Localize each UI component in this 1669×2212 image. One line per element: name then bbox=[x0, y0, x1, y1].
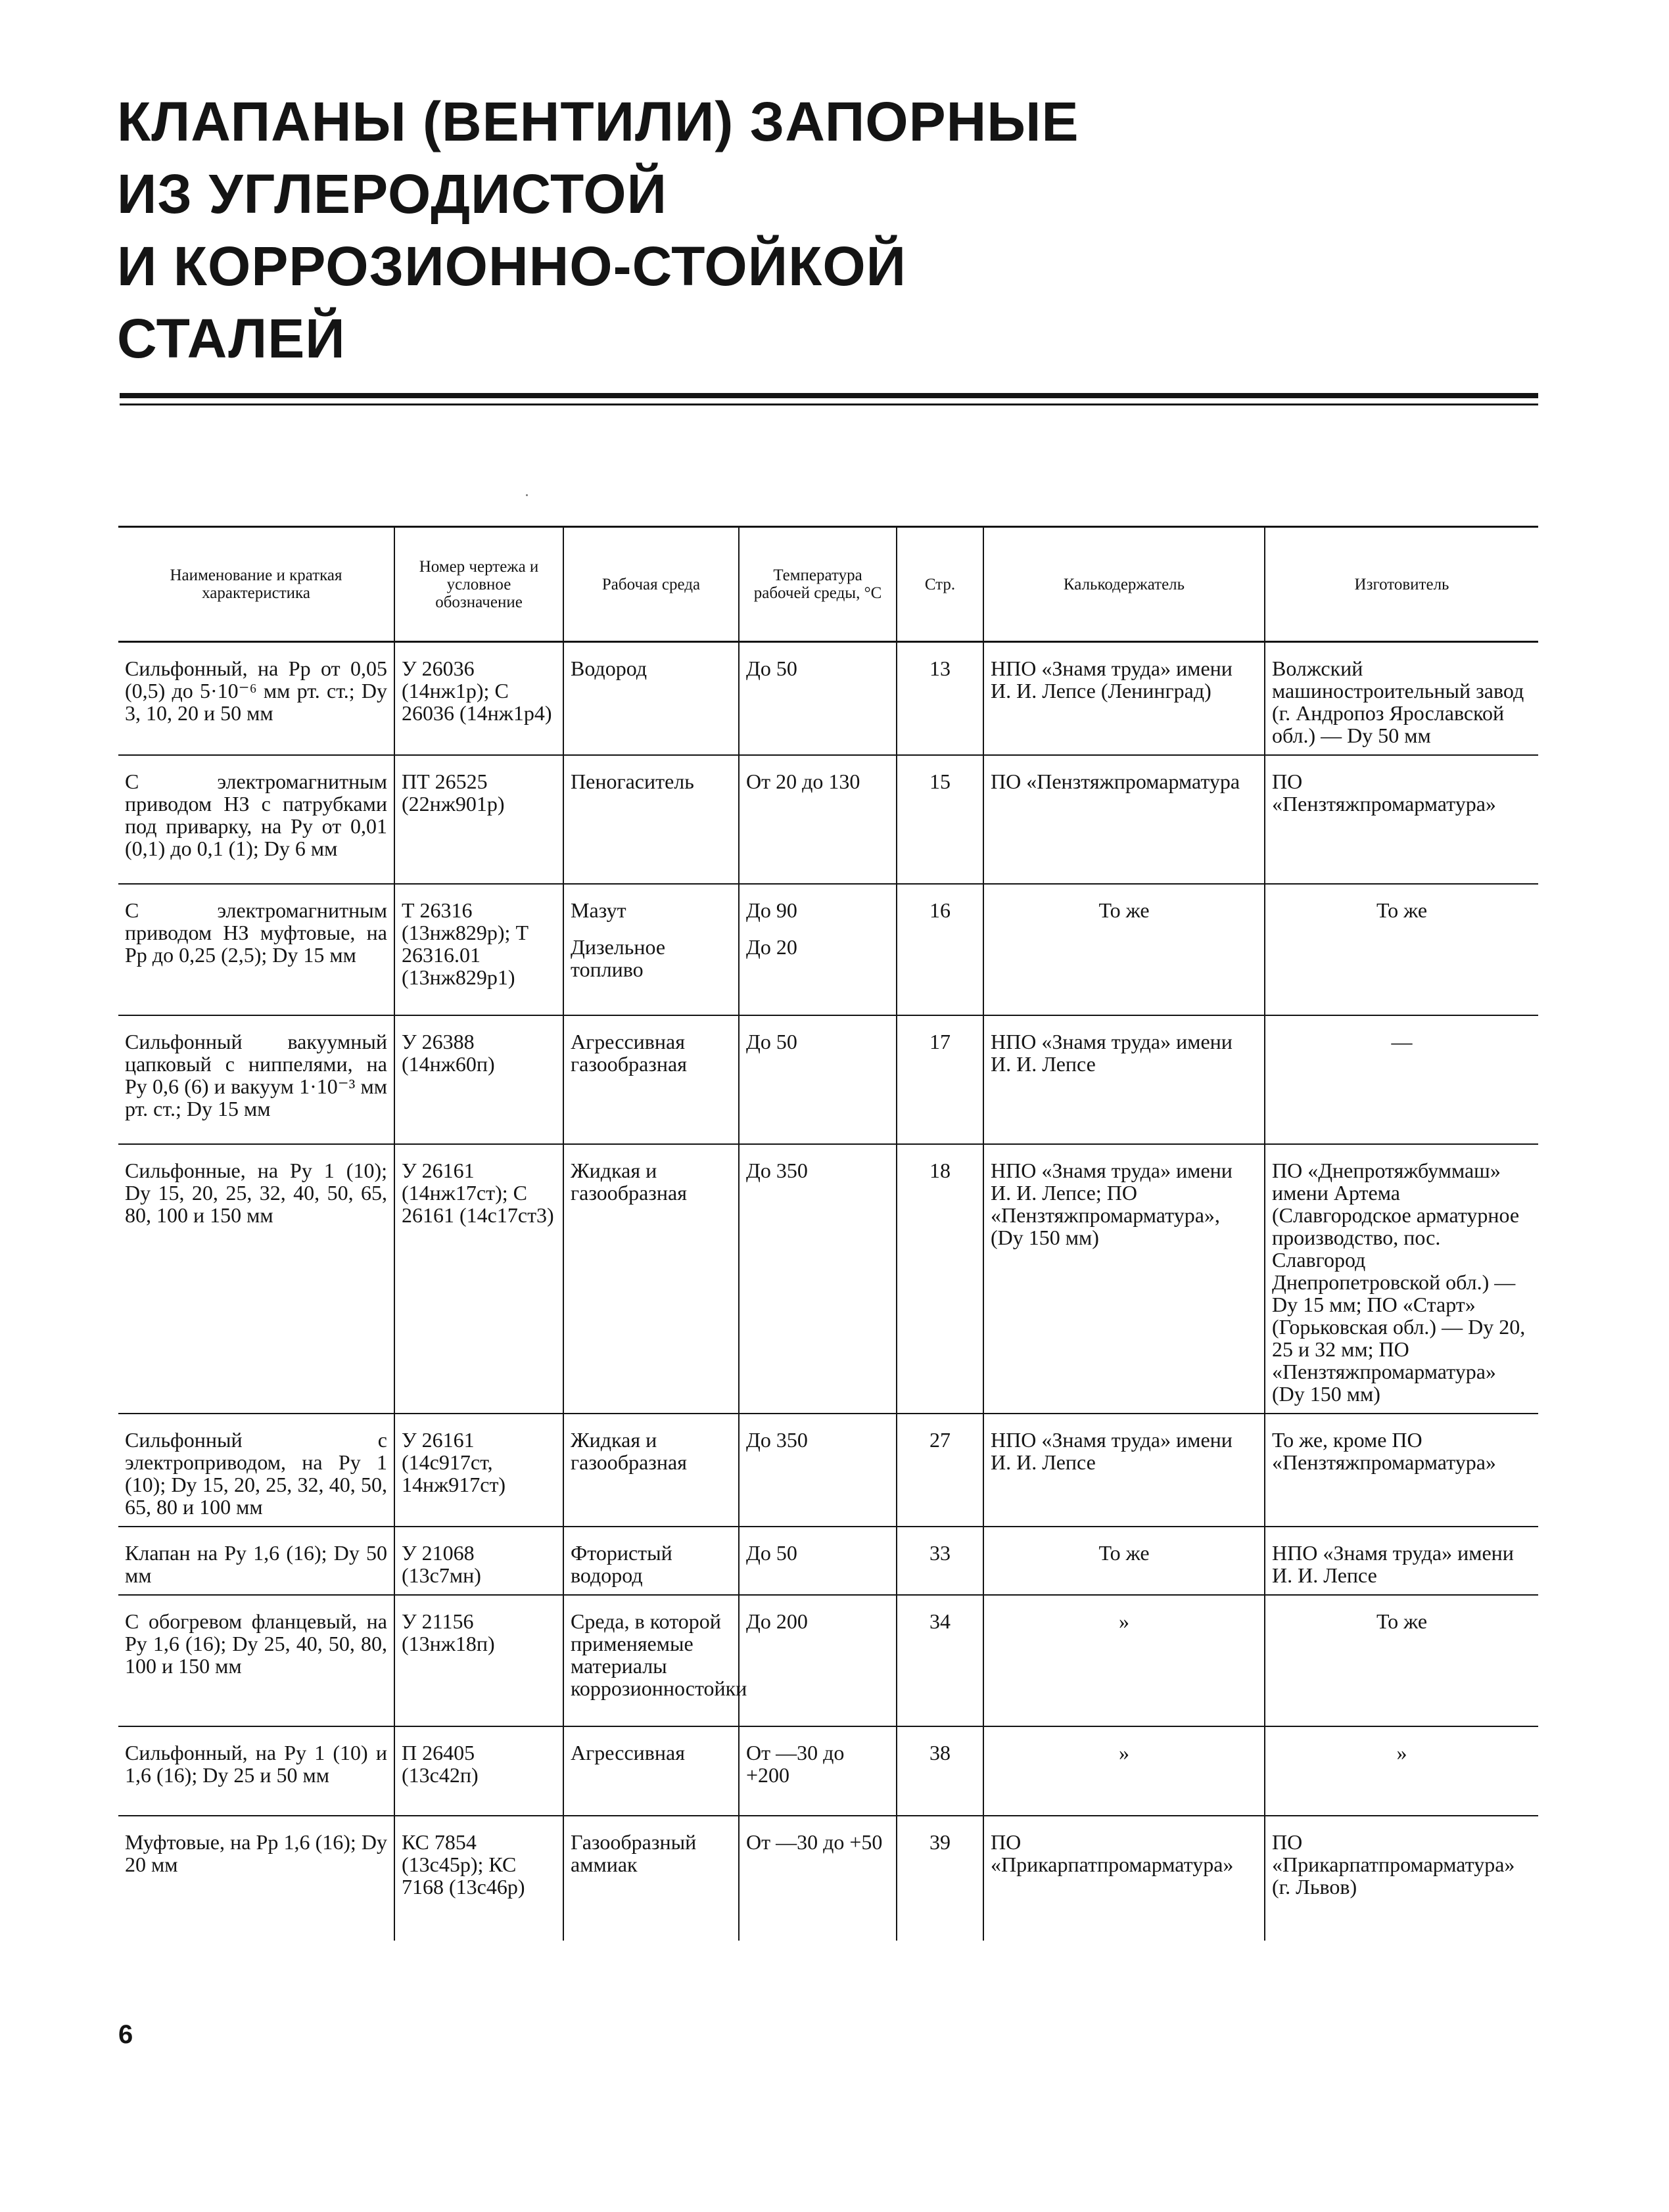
cell-temperature bbox=[739, 1726, 897, 1816]
cell-page: 39 bbox=[897, 1816, 983, 1941]
temperature-item: От 20 до 130 bbox=[746, 770, 860, 793]
header-maker: Изготовитель bbox=[1265, 527, 1538, 642]
temperature-item: До 90 bbox=[746, 898, 797, 922]
print-speck bbox=[526, 494, 528, 496]
cell-holder: ПО «Пензтяжпромарматура bbox=[983, 755, 1265, 884]
medium-item: Агрессивная bbox=[571, 1741, 685, 1764]
header-name: Наименование и краткая характеристика bbox=[118, 527, 394, 642]
cell-drawing: У 26036 (14нж1р); С 26036 (14нж1р4) bbox=[394, 642, 563, 756]
cell-temperature bbox=[739, 1527, 897, 1595]
temperature-item: До 50 bbox=[746, 1030, 797, 1053]
cell-page: 34 bbox=[897, 1595, 983, 1726]
title-rule-thick bbox=[120, 393, 1538, 398]
cell-drawing: У 21156 (13нж18п) bbox=[394, 1595, 563, 1726]
cell-page: 13 bbox=[897, 642, 983, 756]
table-row bbox=[118, 1015, 1538, 1144]
table-row bbox=[118, 1144, 1538, 1414]
cell-medium bbox=[563, 1414, 739, 1527]
cell-drawing: У 21068 (13с7мн) bbox=[394, 1527, 563, 1595]
cell-name: Муфтовые, на Рр 1,6 (16); Dy 20 мм bbox=[125, 1830, 387, 1876]
cell-name: Сильфонный, на Ру 1 (10) и 1,6 (16); Dy 25 и 50 мм bbox=[118, 1726, 394, 1816]
cell-drawing: У 26161 (14нж17ст); С 26161 (14с17ст3) bbox=[394, 1144, 563, 1414]
title-line-2: ИЗ УГЛЕРОДИСТОЙ bbox=[117, 163, 667, 225]
cell-page: 16 bbox=[897, 884, 983, 1015]
temperature-item: До 350 bbox=[746, 1428, 808, 1452]
cell-temperature bbox=[739, 642, 897, 756]
cell-holder: » bbox=[983, 1726, 1265, 1816]
cell-name: Клапан на Ру 1,6 (16); Dy 50 мм bbox=[118, 1527, 394, 1595]
medium-item: Жидкая и газообразная bbox=[571, 1159, 687, 1205]
cell-name: С электромагнитным приводом НЗ муфтовые, на Рр до 0,25 (2,5); Dy 15 мм bbox=[118, 884, 394, 1015]
valves-table bbox=[118, 526, 1538, 1941]
page-number: 6 bbox=[118, 2020, 133, 2049]
temperature-item: До 200 bbox=[746, 1609, 808, 1633]
cell-drawing: У 26161 (14с917ст, 14нж917ст) bbox=[394, 1414, 563, 1527]
page-title bbox=[117, 85, 1366, 375]
header-page: Стр. bbox=[897, 527, 983, 642]
cell-drawing: КС 7854 (13с45р); КС 7168 (13с46р) bbox=[394, 1816, 563, 1941]
cell-holder: То же bbox=[983, 1527, 1265, 1595]
cell-medium bbox=[563, 1816, 739, 1941]
cell-holder: » bbox=[983, 1595, 1265, 1726]
cell-holder: НПО «Знамя труда» имени И. И. Лепсе (Ленинград) bbox=[983, 642, 1265, 756]
cell-medium bbox=[563, 642, 739, 756]
cell-name: Сильфонные, на Ру 1 (10); Dy 15, 20, 25, 32, 40, 50, 65, 80, 100 и 150 мм bbox=[118, 1144, 394, 1414]
cell-medium bbox=[563, 1015, 739, 1144]
cell-name: Сильфонный с электроприводом, на Ру 1 (10); Dy 15, 20, 25, 32, 40, 50, 65, 80 и 100 мм bbox=[118, 1414, 394, 1527]
cell-holder: НПО «Знамя труда» имени И. И. Лепсе; ПО «Пензтяжпромарматура», (Dy 150 мм) bbox=[983, 1144, 1265, 1414]
cell-temperature bbox=[739, 1595, 897, 1726]
cell-maker: ПО «Прикарпатпромарматура» (г. Львов) bbox=[1265, 1816, 1538, 1941]
temperature-item: До 50 bbox=[746, 657, 797, 680]
medium-item: Агрессивная газообразная bbox=[571, 1030, 687, 1076]
title-rule-thin bbox=[120, 403, 1538, 405]
cell-medium bbox=[563, 1527, 739, 1595]
medium-item: Дизельное топливо bbox=[571, 935, 666, 981]
cell-name: Сильфонный вакуумный цапковый с ниппелями, на Ру 0,6 (6) и вакуум 1·10⁻³ мм рт. ст.; Dy 15 мм bbox=[118, 1015, 394, 1144]
cell-name: С электромагнитным приводом НЗ с патрубками под приварку, на Ру от 0,01 (0,1) до 0,1 (1); Dy 6 мм bbox=[118, 755, 394, 884]
medium-item: Газообразный аммиак bbox=[571, 1830, 697, 1876]
cell-temperature bbox=[739, 1414, 897, 1527]
table-row bbox=[118, 1414, 1538, 1527]
cell-maker: То же bbox=[1265, 1595, 1538, 1726]
cell-page: 15 bbox=[897, 755, 983, 884]
cell-page: 18 bbox=[897, 1144, 983, 1414]
cell-medium bbox=[563, 884, 739, 1015]
medium-item: Водород bbox=[571, 657, 647, 680]
table-row bbox=[118, 755, 1538, 884]
medium-item: Фтористый водород bbox=[571, 1541, 672, 1587]
header-drawing: Номер чертежа и условное обозначение bbox=[394, 527, 563, 642]
temperature-item: До 350 bbox=[746, 1159, 808, 1182]
temperature-item: До 50 bbox=[746, 1541, 797, 1565]
header-temperature: Температура рабочей среды, °С bbox=[739, 527, 897, 642]
medium-item: Пеногаситель bbox=[571, 770, 694, 793]
cell-page: 38 bbox=[897, 1726, 983, 1816]
table-row bbox=[118, 884, 1538, 1015]
cell-holder: ПО «Прикарпатпромарматура» bbox=[983, 1816, 1265, 1941]
cell-holder: НПО «Знамя труда» имени И. И. Лепсе bbox=[983, 1414, 1265, 1527]
cell-maker: ПО «Днепротяжбуммаш» имени Артема (Славгородское арматурное производство, пос. Славгород Днепропетровской обл.) — Dy 15 мм; ПО «Старт» (Горьковская обл.) — Dy 20, 25 и 32 мм; ПО «Пензтяжпромарматура» (Dy 150 мм) bbox=[1265, 1144, 1538, 1414]
medium-item: Мазут bbox=[571, 898, 626, 922]
cell-maker: Волжский машиностроительный завод (г. Андропоз Ярославской обл.) — Dy 50 мм bbox=[1265, 642, 1538, 756]
cell-maker: То же bbox=[1265, 884, 1538, 1015]
table-row bbox=[118, 1595, 1538, 1726]
cell-page: 17 bbox=[897, 1015, 983, 1144]
title-line-4: СТАЛЕЙ bbox=[117, 308, 346, 369]
header-medium: Рабочая среда bbox=[563, 527, 739, 642]
table-header-row bbox=[118, 527, 1538, 642]
cell-page: 33 bbox=[897, 1527, 983, 1595]
medium-item: Жидкая и газообразная bbox=[571, 1428, 687, 1474]
table-row bbox=[118, 642, 1538, 756]
temperature-item: До 20 bbox=[746, 935, 797, 959]
cell-medium bbox=[563, 1144, 739, 1414]
cell-temperature bbox=[739, 755, 897, 884]
cell-maker: » bbox=[1265, 1726, 1538, 1816]
title-line-3: И КОРРОЗИОННО-СТОЙКОЙ bbox=[117, 235, 907, 297]
cell-maker: — bbox=[1265, 1015, 1538, 1144]
cell-name: С обогревом фланцевый, на Ру 1,6 (16); Dy 25, 40, 50, 80, 100 и 150 мм bbox=[118, 1595, 394, 1726]
cell-maker: ПО «Пензтяжпромарматура» bbox=[1265, 755, 1538, 884]
table-row bbox=[118, 1726, 1538, 1816]
cell-maker: НПО «Знамя труда» имени И. И. Лепсе bbox=[1265, 1527, 1538, 1595]
cell-temperature bbox=[739, 884, 897, 1015]
cell-temperature bbox=[739, 1144, 897, 1414]
cell-name: Сильфонный, на Рр от 0,05 (0,5) до 5·10⁻⁶ мм рт. ст.; Dy 3, 10, 20 и 50 мм bbox=[118, 642, 394, 756]
cell-medium bbox=[563, 755, 739, 884]
cell-page: 27 bbox=[897, 1414, 983, 1527]
header-holder: Калькодержатель bbox=[983, 527, 1265, 642]
medium-item: Среда, в которой применяемые материалы коррозионностойки bbox=[571, 1609, 747, 1700]
cell-holder: НПО «Знамя труда» имени И. И. Лепсе bbox=[983, 1015, 1265, 1144]
title-line-1: КЛАПАНЫ (ВЕНТИЛИ) ЗАПОРНЫЕ bbox=[117, 91, 1079, 152]
table-row bbox=[118, 1527, 1538, 1595]
cell-maker: То же, кроме ПО «Пензтяжпромарматура» bbox=[1265, 1414, 1538, 1527]
cell-drawing: ПТ 26525 (22нж901р) bbox=[394, 755, 563, 884]
cell-holder: То же bbox=[983, 884, 1265, 1015]
cell-drawing: Т 26316 (13нж829р); Т 26316.01 (13нж829р1) bbox=[394, 884, 563, 1015]
temperature-item: От —30 до +200 bbox=[746, 1741, 845, 1787]
cell-temperature bbox=[739, 1015, 897, 1144]
cell-medium bbox=[563, 1726, 739, 1816]
cell-drawing: П 26405 (13с42п) bbox=[394, 1726, 563, 1816]
temperature-item: От —30 до +50 bbox=[746, 1830, 883, 1854]
cell-drawing: У 26388 (14нж60п) bbox=[394, 1015, 563, 1144]
cell-temperature bbox=[739, 1816, 897, 1941]
cell-medium bbox=[563, 1595, 747, 1726]
table-row bbox=[118, 1816, 1538, 1941]
